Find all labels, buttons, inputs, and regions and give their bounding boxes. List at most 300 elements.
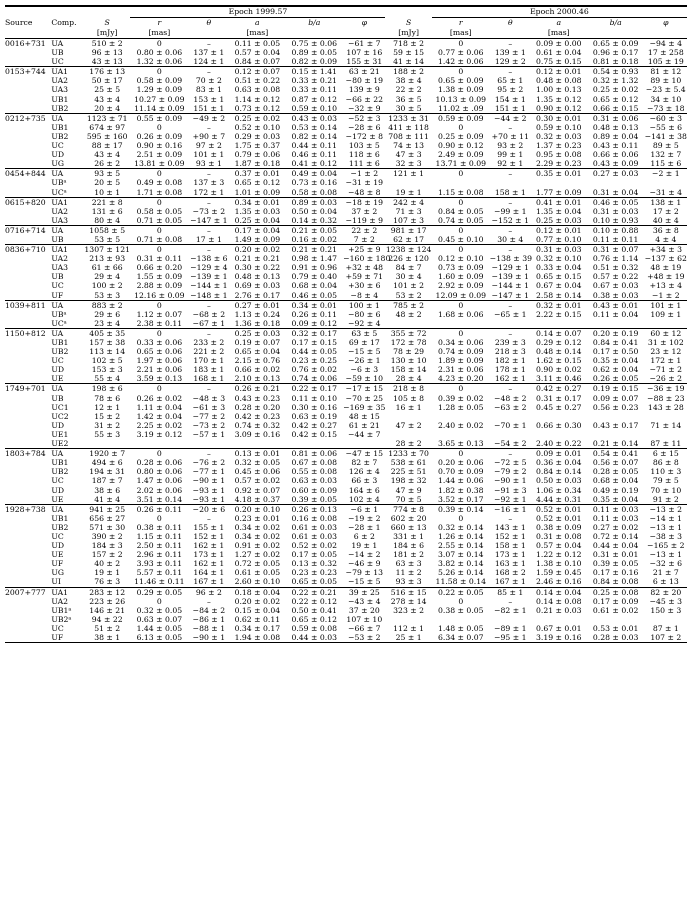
axis-ratio-2: 0.10 ± 0.93 [592, 215, 639, 225]
theta-2: – [508, 513, 513, 523]
flux-1: 55 ± 4 [94, 374, 121, 384]
flux-2: 1238 ± 124 [385, 245, 432, 255]
phi-1: 139 ± 9 [348, 85, 380, 95]
flux-2 [385, 178, 431, 187]
theta-1 [188, 439, 229, 449]
phi-1: −52 ± 3 [343, 113, 385, 123]
flux-2: 225 ± 51 [390, 467, 427, 477]
major-axis-2: 0.48 ± 0.14 [535, 347, 582, 357]
flux-2: 84 ± 7 [395, 263, 422, 273]
axis-ratio-1: 0.42 ± 0.27 [291, 420, 338, 430]
theta-2: – [508, 122, 513, 132]
source-cell-empty [5, 347, 51, 356]
radius-1: 0.26 ± 0.02 [136, 393, 183, 403]
theta-2: −70 ± 1 [494, 420, 527, 430]
flux-1: 31 ± 2 [94, 420, 121, 430]
phi-1: 126 ± 4 [348, 467, 380, 477]
axis-ratio-1: 0.81 ± 0.06 [285, 449, 343, 459]
axis-ratio-1: 0.60 ± 0.09 [291, 485, 338, 495]
major-axis-1: 0.72 ± 0.05 [234, 559, 281, 569]
table-row [5, 328, 687, 338]
phi-1: 37 ± 20 [348, 605, 380, 615]
theta-1: −90 ± 1 [192, 633, 226, 642]
table-row [5, 123, 687, 132]
major-axis-2: 1.22 ± 0.12 [535, 550, 582, 560]
source-cell-empty [5, 559, 51, 568]
phi-2: 86 ± 8 [652, 458, 679, 468]
theta-1: −49 ± 2 [188, 113, 229, 123]
major-axis-1: 0.26 ± 0.21 [229, 384, 285, 394]
component-parameters-table [5, 5, 687, 643]
major-axis-1: 1.87 ± 0.18 [234, 159, 281, 169]
theta-2: −144 ± 1 [491, 281, 529, 291]
phi-2: −36 ± 19 [645, 384, 687, 394]
theta-2: 129 ± 2 [494, 57, 526, 67]
axis-ratio-1: 0.43 ± 0.03 [285, 113, 343, 123]
theta-2: 85 ± 1 [490, 587, 531, 597]
radius-1: 2.96 ± 0.11 [136, 550, 183, 560]
phi-1: 39 ± 25 [343, 587, 385, 597]
axis-ratio-2: 0.39 ± 0.05 [592, 559, 639, 569]
table-row [5, 430, 687, 439]
phi-2: 6 ± 13 [652, 577, 679, 587]
phi-2: −32 ± 6 [649, 559, 683, 569]
theta-1: – [188, 384, 229, 394]
theta-1: +90 ± 7 [192, 131, 226, 141]
axis-ratio-1: 0.44 ± 0.03 [291, 633, 338, 642]
flux-2: 112 ± 1 [393, 623, 425, 633]
component-name: UA3 [51, 263, 69, 273]
flux-1: 43 ± 4 [94, 94, 121, 104]
axis-ratio-2: 0.72 ± 0.14 [592, 531, 639, 541]
table-row [5, 263, 687, 272]
phi-2: 91 ± 2 [652, 494, 679, 504]
theta-2: −72 ± 5 [494, 458, 527, 468]
theta-2: 65 ± 1 [497, 76, 524, 86]
major-axis-1: 0.21 ± 0.21 [234, 254, 281, 264]
radius-1: 0.63 ± 0.07 [136, 614, 183, 624]
source-cell-empty [5, 577, 51, 587]
axis-ratio-1: 0.59 ± 0.08 [291, 623, 338, 633]
major-axis-2: 0.32 ± 0.03 [535, 131, 582, 141]
source-cell-empty [5, 532, 51, 541]
source-name: 1803+784 [5, 449, 51, 459]
radius-1: 2.25 ± 0.02 [136, 420, 183, 430]
radius-2: 4.23 ± 0.20 [437, 374, 484, 384]
radius-2: 0.84 ± 0.05 [437, 206, 484, 216]
phi-2: −14 ± 1 [649, 513, 683, 523]
flux-1: 38 ± 1 [94, 633, 121, 642]
flux-2: 121 ± 1 [385, 169, 431, 179]
theta-2: 95 ± 2 [497, 85, 524, 95]
axis-ratio-1: 0.55 ± 0.08 [291, 467, 338, 477]
radius-2 [432, 412, 490, 421]
flux-1: 20 ± 4 [94, 103, 121, 113]
phi-2: −141 ± 38 [644, 131, 687, 141]
table-row [5, 235, 687, 245]
flux-2: 184 ± 6 [393, 541, 425, 551]
table-row [5, 319, 687, 329]
flux-1: 131 ± 6 [91, 206, 123, 216]
axis-ratio-1: 0.82 ± 0.14 [291, 131, 338, 141]
radius-2: 0 [432, 225, 490, 235]
phi-2: −13 ± 2 [645, 504, 687, 514]
phi-1: 82 ± 7 [351, 458, 378, 468]
radius-2: 1.44 ± 0.06 [437, 476, 484, 486]
radius-2: 0.12 ± 0.10 [437, 254, 484, 264]
phi-1: −28 ± 1 [348, 522, 381, 532]
source-cell-empty [5, 159, 51, 169]
table-row [5, 568, 687, 577]
radius-unit: [mas] [130, 28, 188, 39]
table-row [5, 254, 687, 263]
phi-1: −172 ± 8 [345, 131, 383, 141]
axis-ratio-2: 0.10 ± 0.88 [587, 225, 645, 235]
phi-1: −15 ± 5 [348, 577, 381, 587]
source-cell-empty [5, 263, 51, 272]
component-name: UA [51, 225, 84, 235]
table-row [5, 633, 687, 643]
phi-2: 143 ± 28 [647, 402, 684, 412]
table-row [5, 197, 687, 207]
major-axis-2: 0.09 ± 0.01 [531, 449, 587, 459]
radius-2: 13.71 ± 0.09 [435, 159, 486, 169]
flux-1: 20 ± 5 [94, 178, 121, 188]
phi-1: −80 ± 6 [348, 309, 381, 319]
source-name: 2007+777 [5, 587, 51, 597]
source-cell-empty [5, 57, 51, 67]
phi-column-header: φ [361, 18, 368, 28]
table-row [5, 85, 687, 94]
component-name: UE [51, 494, 64, 504]
radius-2: 0.74 ± 0.05 [437, 215, 484, 225]
component-column-header: Comp. [51, 18, 77, 28]
flux-2: 181 ± 2 [393, 550, 425, 560]
major-axis-2: 0.30 ± 0.01 [531, 113, 587, 123]
table-row [5, 159, 687, 169]
source-cell-empty [5, 178, 51, 187]
radius-1: 0.49 ± 0.08 [136, 178, 183, 188]
major-axis-1: 0.92 ± 0.07 [234, 485, 281, 495]
axis-ratio-2: 0.43 ± 0.11 [592, 141, 639, 151]
major-axis-1: 0.34 ± 0.02 [234, 531, 281, 541]
flux-1: 656 ± 27 [89, 513, 126, 523]
radius-1: 0 [130, 300, 188, 310]
radius-1: 13.81 ± 0.09 [134, 159, 185, 169]
theta-2: −138 ± 39 [489, 254, 532, 264]
major-axis-1: 0.18 ± 0.04 [229, 587, 285, 597]
major-axis-2: 3.11 ± 0.46 [535, 374, 582, 384]
axis-ratio-1: 0.42 ± 0.15 [291, 429, 338, 439]
flux-1: 29 ± 6 [94, 309, 121, 319]
flux-2: 16 ± 1 [395, 402, 422, 412]
theta-1: 151 ± 1 [193, 103, 225, 113]
flux-2: 19 ± 1 [395, 187, 422, 197]
theta-2: 30 ± 4 [497, 234, 524, 244]
major-axis-1: 0.30 ± 0.22 [234, 263, 281, 273]
theta-1: 162 ± 1 [193, 559, 225, 569]
flux-1: 100 ± 2 [91, 281, 123, 291]
phi-1: 63 ± 5 [343, 328, 385, 338]
flux-2: 70 ± 5 [395, 494, 422, 504]
major-axis-2: 0.50 ± 0.03 [535, 476, 582, 486]
flux-2: 22 ± 2 [395, 85, 422, 95]
axis-ratio-2: 0.31 ± 0.06 [587, 113, 645, 123]
flux-2: 74 ± 13 [393, 141, 425, 151]
flux-1: 19 ± 1 [94, 568, 121, 578]
axis-ratio-1: 0.79 ± 0.40 [291, 272, 338, 282]
phi-1: 61 ± 21 [348, 420, 380, 430]
radius-1: 1.55 ± 0.09 [136, 272, 183, 282]
radius-1: 1.32 ± 0.06 [136, 57, 183, 67]
source-cell-empty [5, 207, 51, 216]
radius-2: 0.65 ± 0.09 [437, 76, 484, 86]
axis-ratio-1: 0.33 ± 0.11 [291, 85, 338, 95]
axis-ratio-2: 0.48 ± 0.13 [592, 122, 639, 132]
axis-ratio-1: 0.26 ± 0.11 [291, 309, 338, 319]
major-axis-1: 0.45 ± 0.06 [234, 467, 281, 477]
radius-2 [432, 615, 490, 624]
radius-2: 0 [432, 449, 490, 459]
axis-ratio-1: 0.17 ± 0.05 [291, 550, 338, 560]
theta-2: 152 ± 1 [494, 531, 526, 541]
phi-2: 107 ± 2 [650, 633, 682, 642]
axis-ratio-2: 0.21 ± 0.14 [592, 439, 639, 449]
epoch1-header: Epoch 1999.57 [130, 6, 385, 18]
axis-ratio-1: 0.61 ± 0.03 [291, 531, 338, 541]
phi-1: −31 ± 19 [345, 178, 383, 188]
flux-1: 40 ± 2 [94, 559, 121, 569]
radius-1: 2.51 ± 0.09 [136, 150, 183, 160]
flux-1: 883 ± 2 [84, 300, 130, 310]
major-axis-1: 2.10 ± 0.13 [234, 374, 281, 384]
major-axis-2 [531, 178, 587, 187]
major-axis-2: 1.00 ± 0.13 [535, 85, 582, 95]
table-row [5, 300, 687, 310]
theta-2: −54 ± 2 [494, 439, 527, 449]
table-row [5, 559, 687, 568]
source-name: 0836+710 [5, 245, 51, 255]
component-name: UC [51, 141, 64, 151]
source-cell-empty [5, 374, 51, 384]
axis-ratio-2: 0.25 ± 0.08 [587, 587, 645, 597]
radius-unit: [mas] [432, 28, 490, 39]
theta-2: 92 ± 1 [497, 159, 524, 169]
phi-2: 23 ± 12 [650, 347, 682, 357]
source-cell-empty [5, 150, 51, 159]
theta-2: 167 ± 1 [494, 577, 526, 587]
radius-1: 0 [130, 197, 188, 207]
table-row [5, 523, 687, 532]
axis-ratio-1: 0.44 ± 0.05 [291, 347, 338, 357]
axis-ratio-1: 0.89 ± 0.03 [285, 197, 343, 207]
major-axis-1: 0.79 ± 0.06 [234, 150, 281, 160]
phi-2: 60 ± 12 [645, 328, 687, 338]
phi-1: −6 ± 1 [343, 504, 385, 514]
axis-ratio-1: 0.58 ± 0.08 [291, 187, 338, 197]
component-name: UG [51, 159, 64, 169]
table-row [5, 225, 687, 235]
phi-2: 17 ± 258 [647, 48, 684, 58]
major-axis-2: 0.59 ± 0.10 [535, 122, 582, 132]
theta-1: – [188, 197, 229, 207]
phi-2 [645, 430, 687, 439]
axis-ratio-2: 0.20 ± 0.19 [587, 328, 645, 338]
major-axis-1: 0.43 ± 0.23 [234, 393, 281, 403]
phi-2: −137 ± 62 [644, 254, 687, 264]
flux-1: 61 ± 66 [91, 263, 123, 273]
component-name: UC [51, 57, 64, 67]
theta-2 [490, 412, 531, 421]
radius-2: 1.68 ± 0.06 [437, 309, 484, 319]
flux-1: 102 ± 5 [91, 356, 123, 366]
component-name: UB1 [51, 458, 69, 468]
axis-ratio-2: 0.11 ± 0.03 [587, 504, 645, 514]
source-name: 0716+714 [5, 225, 51, 235]
major-axis-2: 1.77 ± 0.09 [535, 187, 582, 197]
table-row [5, 150, 687, 159]
source-cell-empty [5, 48, 51, 57]
phi-1: 7 ± 2 [353, 234, 375, 244]
axis-ratio-1: 0.63 ± 0.03 [291, 476, 338, 486]
radius-1: 1.47 ± 0.06 [136, 476, 183, 486]
flux-1: 510 ± 2 [84, 39, 130, 49]
radius-1: 10.27 ± 0.09 [134, 94, 185, 104]
flux-1: 146 ± 21 [89, 605, 126, 615]
component-name: UBᵃ [51, 178, 67, 188]
flux-2: 1233 ± 31 [385, 113, 431, 123]
radius-2: 0 [458, 513, 464, 523]
flux-2: 785 ± 2 [385, 300, 431, 310]
source-column-header: Source [5, 18, 33, 28]
phi-1: −47 ± 15 [343, 449, 385, 459]
source-cell-empty [5, 615, 51, 624]
table-row [5, 421, 687, 430]
theta-1: 172 ± 1 [193, 187, 225, 197]
major-axis-2: 0.52 ± 0.01 [535, 513, 582, 523]
phi-2: −73 ± 18 [647, 103, 685, 113]
flux-1: 283 ± 12 [84, 587, 130, 597]
theta-1: 168 ± 1 [193, 374, 225, 384]
table-row [5, 310, 687, 319]
radius-2: 1.26 ± 0.14 [437, 531, 484, 541]
phi-1: −26 ± 1 [348, 356, 381, 366]
flux-1: 184 ± 3 [91, 541, 123, 551]
theta-1: −147 ± 1 [190, 215, 228, 225]
axis-ratio-1: 0.14 ± 0.32 [291, 215, 338, 225]
table-row [5, 550, 687, 559]
theta-1: – [188, 169, 229, 179]
axis-ratio-1: 0.16 ± 0.02 [291, 234, 338, 244]
flux-2: 41 ± 14 [393, 57, 425, 67]
flux-1: 53 ± 5 [94, 234, 121, 244]
radius-1: 1.15 ± 0.11 [136, 531, 183, 541]
axis-ratio-2: 0.84 ± 0.08 [592, 577, 639, 587]
flux-2: 28 ± 4 [395, 374, 422, 384]
radius-2: 0.39 ± 0.02 [437, 393, 484, 403]
flux-2: 32 ± 3 [395, 159, 422, 169]
phi-1: 155 ± 31 [346, 57, 383, 67]
component-name: UA [51, 384, 84, 394]
epoch2-header: Epoch 2000.46 [432, 6, 687, 18]
table-row [5, 597, 687, 606]
flux-2: 71 ± 3 [395, 206, 422, 216]
radius-1: 1.11 ± 0.04 [136, 402, 183, 412]
table-row [5, 486, 687, 495]
major-axis-2: 0.25 ± 0.03 [535, 215, 582, 225]
radius-1: 0.26 ± 0.09 [136, 131, 183, 141]
axis-ratio-2 [587, 319, 645, 329]
theta-2: 218 ± 3 [494, 347, 526, 357]
radius-2: 1.48 ± 0.05 [437, 623, 484, 633]
theta-1: −57 ± 1 [192, 429, 226, 439]
theta-2: 162 ± 1 [494, 374, 526, 384]
source-name: 0454+844 [5, 169, 51, 179]
flux-1: 571 ± 30 [89, 522, 126, 532]
flux-1: 223 ± 26 [89, 596, 126, 606]
radius-2: 0.70 ± 0.09 [437, 467, 484, 477]
phi-1: −59 ± 10 [345, 374, 383, 384]
radius-1: 0.58 ± 0.05 [136, 206, 183, 216]
axis-ratio-2: 0.32 ± 1.32 [592, 76, 639, 86]
theta-1: – [206, 596, 211, 606]
phi-2: 40 ± 4 [652, 215, 679, 225]
major-axis-1: 0.20 ± 0.02 [234, 596, 281, 606]
table-row [5, 178, 687, 187]
major-axis-1: 0.69 ± 0.03 [234, 281, 281, 291]
table-row [5, 132, 687, 141]
theta-1: 153 ± 1 [193, 94, 225, 104]
radius-1: 1.29 ± 0.09 [136, 85, 183, 95]
phi-1: −70 ± 25 [345, 393, 383, 403]
flux-1: 113 ± 14 [89, 347, 126, 357]
axis-ratio-2: 0.28 ± 0.03 [592, 633, 639, 642]
major-axis-1: 1.01 ± 0.09 [234, 187, 281, 197]
table-row [5, 458, 687, 467]
major-axis-unit: [mas] [531, 28, 587, 39]
major-axis-2: 0.75 ± 0.15 [535, 57, 582, 67]
table-row [5, 141, 687, 150]
axis-ratio-2 [587, 430, 645, 439]
major-axis-2: 0.48 ± 0.08 [535, 76, 582, 86]
axis-ratio-1 [285, 439, 343, 449]
flux-1: 43 ± 4 [94, 150, 121, 160]
theta-1: 155 ± 1 [193, 522, 225, 532]
axis-ratio-1: 0.65 ± 0.12 [291, 614, 338, 624]
theta-1: −73 ± 2 [192, 206, 226, 216]
phi-1: 111 ± 6 [348, 159, 380, 169]
table-row [5, 207, 687, 216]
radius-1: 3.93 ± 0.11 [136, 559, 183, 569]
axis-ratio-2: 0.11 ± 0.11 [592, 234, 639, 244]
theta-2 [490, 430, 531, 439]
theta-1: −148 ± 1 [190, 290, 228, 300]
major-axis-2: 0.90 ± 0.12 [535, 103, 582, 113]
major-axis-1: 0.63 ± 0.08 [234, 85, 281, 95]
source-cell-empty [5, 310, 51, 319]
table-row [5, 587, 687, 597]
component-name: UA3 [51, 215, 69, 225]
major-axis-1: 0.28 ± 0.20 [234, 402, 281, 412]
table-body [5, 39, 687, 643]
axis-ratio-1: 0.13 ± 0.32 [291, 559, 338, 569]
source-name: 0016+731 [5, 39, 51, 49]
phi-1: +25 ± 9 [343, 245, 385, 255]
axis-ratio-1: 0.44 ± 0.11 [291, 141, 338, 151]
table-row [5, 384, 687, 394]
major-axis-2: 0.31 ± 0.17 [535, 393, 582, 403]
phi-column-header: φ [663, 18, 669, 28]
